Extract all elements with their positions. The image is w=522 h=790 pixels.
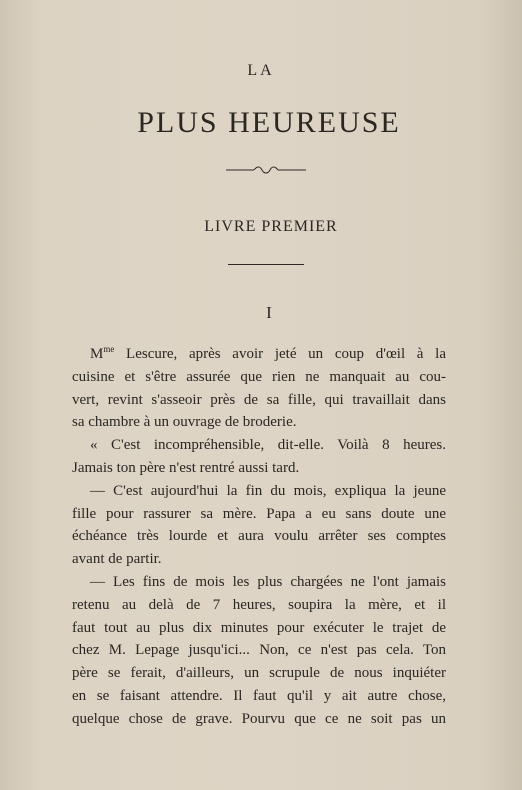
text-line: retenu au delà de 7 heures, soupira la mère, et il [72,596,446,613]
text-line: chez M. Lepage jusqu'ici... Non, ce n'est pas cela. Ton [72,642,446,659]
section-divider [228,264,304,265]
chapter-number: I [266,303,272,322]
honorific-superscript: me [103,344,115,354]
text-line: — Les fins de mois les plus chargées ne l'ont jamais [90,573,446,590]
book-title: PLUS HEUREUSE [137,106,401,139]
text-line: — C'est aujourd'hui la fin du mois, expliqua la jeune [90,482,446,499]
text-line: père se ferait, d'ailleurs, un scrupule de nous inquiéter [72,665,446,682]
text-line [72,343,446,366]
first-line-text: Lescure, après avoir jeté un coup d'œil à la [114,346,446,362]
text-line: vert, revint s'asseoir près de sa fille, qui travaillait dans [72,391,446,408]
honorific: M [90,346,104,362]
text-line: en se faisant attendre. Il faut qu'il y ait autre chose, [72,687,446,704]
text-line: sa chambre à un ouvrage de broderie. [72,414,297,431]
text-line: fille pour rassurer sa mère. Papa a eu sans doute une [72,505,446,522]
text-line: avant de partir. [72,551,162,568]
text-line: faut tout au plus dix minutes pour exécuter le trajet de [72,619,446,636]
text-line: cuisine et s'être assurée que rien ne manquait au cou- [72,368,446,385]
text-line: « C'est incompréhensible, dit-elle. Voilà 8 heures. [90,437,446,454]
body-text [72,343,446,731]
text-line: Jamais ton père n'est rentré aussi tard. [72,459,300,476]
book-heading: LIVRE PREMIER [204,218,338,235]
title-kicker: LA [247,62,275,79]
text-line: quelque chose de grave. Pourvu que ce ne soit pas un [72,710,446,727]
title-ornament [226,164,306,176]
text-line: échéance très lourde et aura voulu arrêter ses comptes [72,528,446,545]
